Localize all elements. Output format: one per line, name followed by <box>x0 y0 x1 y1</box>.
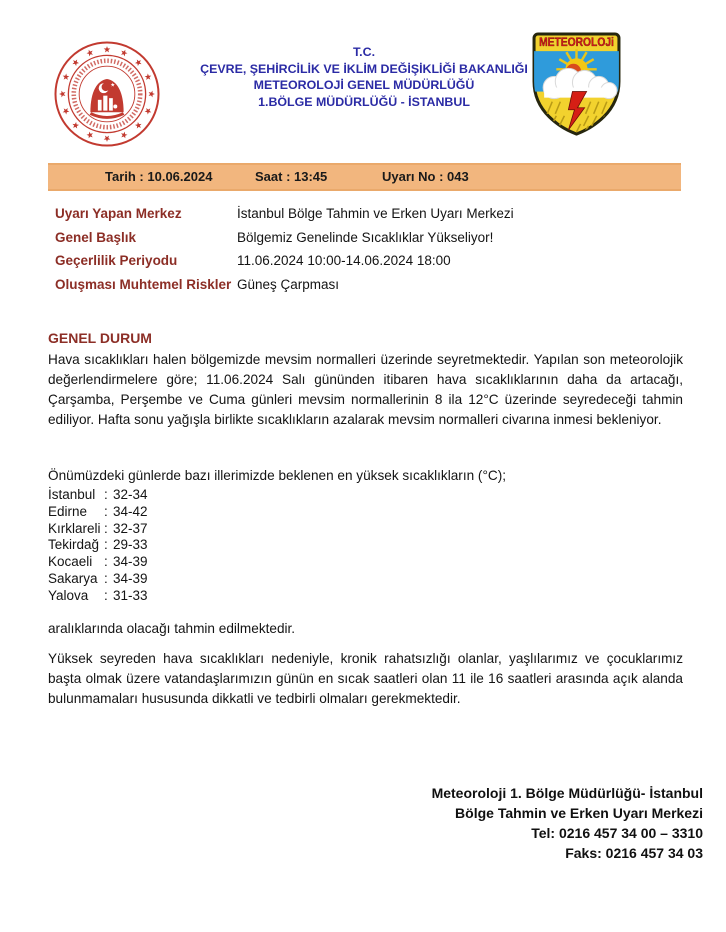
city-temp-range: 32-34 <box>113 487 148 502</box>
city-name: İstanbul <box>48 487 96 502</box>
city-temp-row <box>48 554 148 571</box>
info-bar-date: Tarih : 10.06.2024 <box>105 169 213 184</box>
field-value: Bölgemiz Genelinde Sıcaklıklar Yükseliyor! <box>237 229 494 245</box>
field-value: Güneş Çarpması <box>237 276 340 292</box>
field-row-issuing-center <box>55 205 683 222</box>
footer-center-line: Bölge Tahmin ve Erken Uyarı Merkezi <box>455 805 703 821</box>
info-bar <box>48 163 681 191</box>
city-separator: : <box>104 520 108 536</box>
city-temp-range: 32-37 <box>113 520 148 536</box>
city-separator: : <box>104 487 108 502</box>
title-line-ministry: ÇEVRE, ŞEHİRCİLİK VE İKLİM DEĞİŞİKLİĞİ BAKANLIĞI <box>200 61 528 76</box>
title-line-region: 1.BÖLGE MÜDÜRLÜĞÜ - İSTANBUL <box>258 94 470 109</box>
city-name: Sakarya <box>48 570 98 586</box>
city-temp-range: 29-33 <box>113 537 148 553</box>
city-separator: : <box>104 570 108 586</box>
paragraph-general-situation: Hava sıcaklıkları halen bölgemizde mevsim normalleri üzerinde seyretmektedir. Yapılan son meteorolojik değerlendirmelere göre; 11.06.2024 Salı gününden itibaren hava sıcaklıklarının daha da artacağı, Çarşamba, Perşembe ve Cuma günleri mevsim normallerinin 8 ila 12°C üzerinde seyredeceği tahmin ediliyor. Hafta sonu yağışla birlikte sıcaklıkların azalarak mevsim normalleri civarına inmesi bekleniyor. <box>48 352 683 427</box>
city-name: Kırklareli <box>48 520 101 536</box>
field-label: Uyarı Yapan Merkez <box>55 206 182 221</box>
field-label: Geçerlilik Periyodu <box>55 253 178 268</box>
city-temp-row <box>48 588 148 605</box>
field-value: İstanbul Bölge Tahmin ve Erken Uyarı Merkezi <box>237 206 514 221</box>
paragraph-expected-temps-intro: Önümüzdeki günlerde bazı illerimizde beklenen en yüksek sıcaklıkların (°C); <box>48 468 507 483</box>
field-row-validity-period <box>55 252 683 269</box>
city-temp-range: 34-42 <box>113 503 148 519</box>
field-value: 11.06.2024 10:00-14.06.2024 18:00 <box>237 253 451 268</box>
ministry-seal-icon <box>53 40 161 148</box>
city-name: Tekirdağ <box>48 537 100 553</box>
city-temp-range: 31-33 <box>113 587 148 603</box>
ministry-seal-graphic <box>53 40 161 148</box>
info-bar-warning-number: Uyarı No : 043 <box>382 169 469 184</box>
document-title <box>166 44 562 110</box>
city-temperature-list <box>48 487 148 605</box>
title-line-tc: T.C. <box>352 45 376 59</box>
meteorology-shield-icon <box>530 28 623 141</box>
city-name: Yalova <box>48 587 89 603</box>
title-line-directorate: METEOROLOJİ GENEL MÜDÜRLÜĞÜ <box>253 78 475 92</box>
city-separator: : <box>104 537 108 553</box>
footer-phone-line: Tel: 0216 457 34 00 – 3310 <box>531 825 703 841</box>
city-separator: : <box>104 554 108 570</box>
city-name: Kocaeli <box>48 554 93 570</box>
city-temp-row <box>48 537 148 554</box>
section-heading-general-situation: GENEL DURUM <box>48 330 152 346</box>
city-separator: : <box>104 503 108 519</box>
document-footer <box>432 783 703 863</box>
footer-office-line: Meteoroloji 1. Bölge Müdürlüğü- İstanbul <box>431 785 703 801</box>
paragraph-range-conclusion: aralıklarında olacağı tahmin edilmektedir. <box>48 621 296 636</box>
meteorology-logo-text: METEOROLOJi <box>539 35 614 50</box>
field-row-general-title <box>55 229 683 246</box>
city-temp-row <box>48 504 148 521</box>
field-label: Oluşması Muhtemel Riskler <box>55 276 232 292</box>
field-row-possible-risks <box>55 276 683 293</box>
warning-fields <box>55 205 683 299</box>
city-temp-row <box>48 521 148 538</box>
city-separator: : <box>104 587 108 603</box>
info-bar-time: Saat : 13:45 <box>255 169 328 184</box>
city-name: Edirne <box>48 503 88 519</box>
field-label: Genel Başlık <box>55 229 137 245</box>
city-temp-row <box>48 487 148 504</box>
city-temp-range: 34-39 <box>113 570 148 586</box>
city-temp-row <box>48 571 148 588</box>
footer-fax-line: Faks: 0216 457 34 03 <box>565 845 703 861</box>
paragraph-health-advice: Yüksek seyreden hava sıcaklıkları nedeniyle, kronik rahatsızlığı olanlar, yaşlılarımız ve çocuklarımız başta olmak üzere vatandaşlarımızın günün en sıcak saatleri olan 11 ile 16 saatleri arasında açık alanda bulunmamaları hususunda dikkatli ve tedbirli olmaları gerekmektedir. <box>48 651 683 706</box>
city-temp-range: 34-39 <box>113 554 148 570</box>
meteorology-shield-graphic <box>530 28 623 141</box>
